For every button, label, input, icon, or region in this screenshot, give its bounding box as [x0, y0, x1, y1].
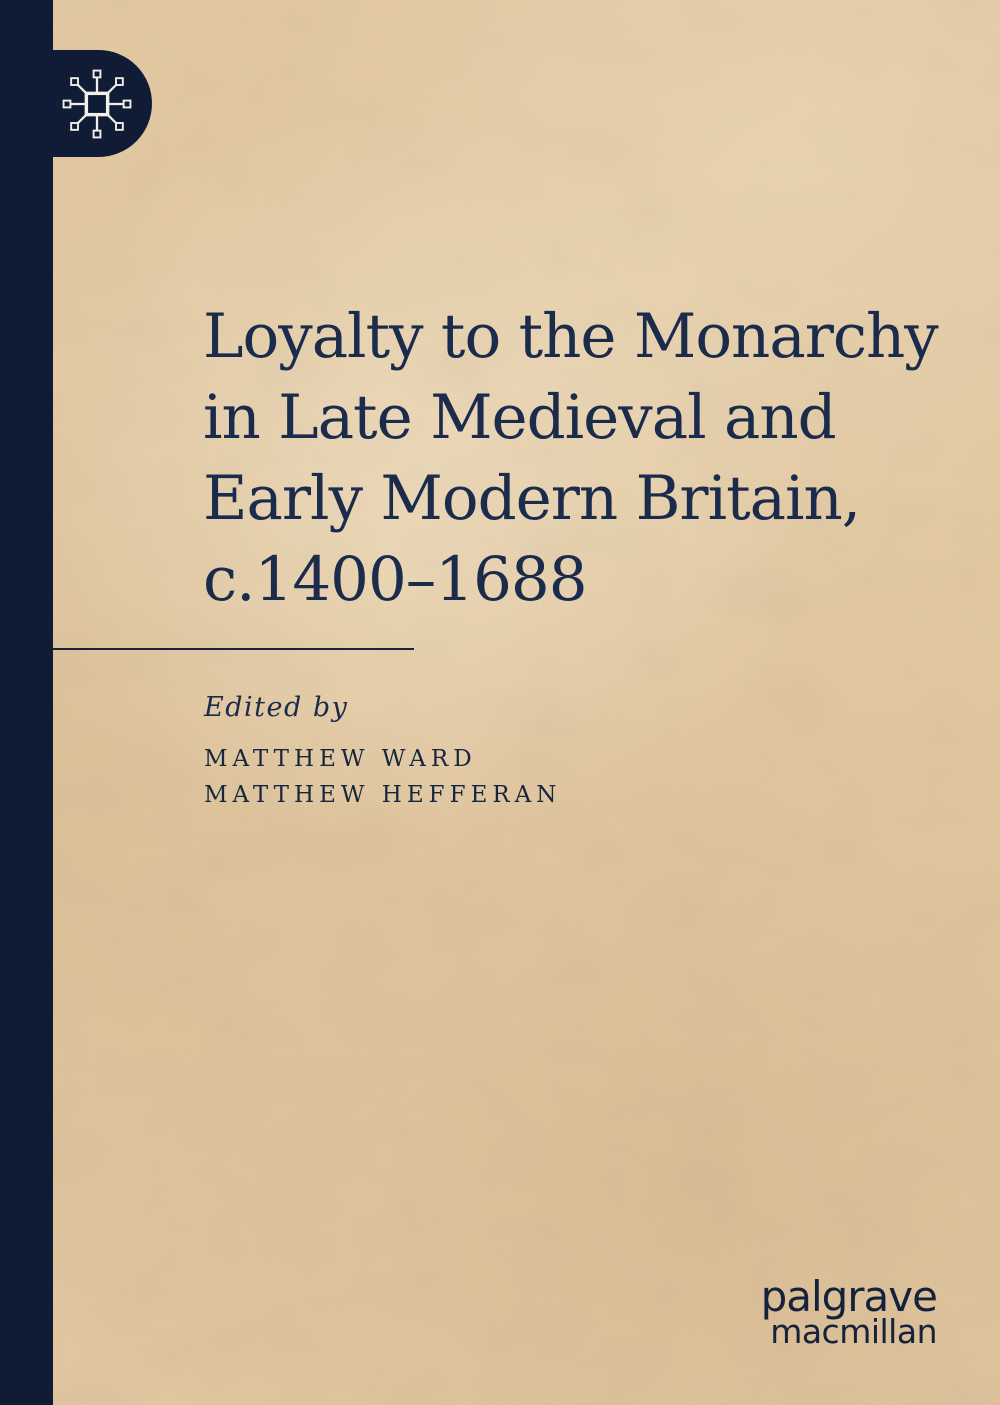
editor-name: MATTHEW WARD — [204, 746, 477, 772]
editors-list — [204, 741, 561, 813]
title-line-4: c.1400–1688 — [203, 544, 587, 615]
edited-by-label: Edited by — [204, 692, 349, 723]
title-divider — [53, 648, 414, 650]
title-line-1: Loyalty to the Monarchy — [203, 301, 938, 372]
book-spine — [0, 0, 53, 1405]
publisher-logo-tab — [0, 50, 152, 157]
title-line-3: Early Modern Britain, — [203, 463, 861, 534]
palgrave-compass-icon — [59, 66, 135, 142]
book-title — [203, 296, 938, 620]
editor-name: MATTHEW HEFFERAN — [204, 782, 562, 808]
publisher-name-macmillan: macmillan — [770, 1312, 937, 1351]
publisher-name-palgrave: palgrave — [760, 1272, 937, 1321]
title-line-2: in Late Medieval and — [203, 382, 836, 453]
publisher-logo — [760, 1272, 937, 1351]
